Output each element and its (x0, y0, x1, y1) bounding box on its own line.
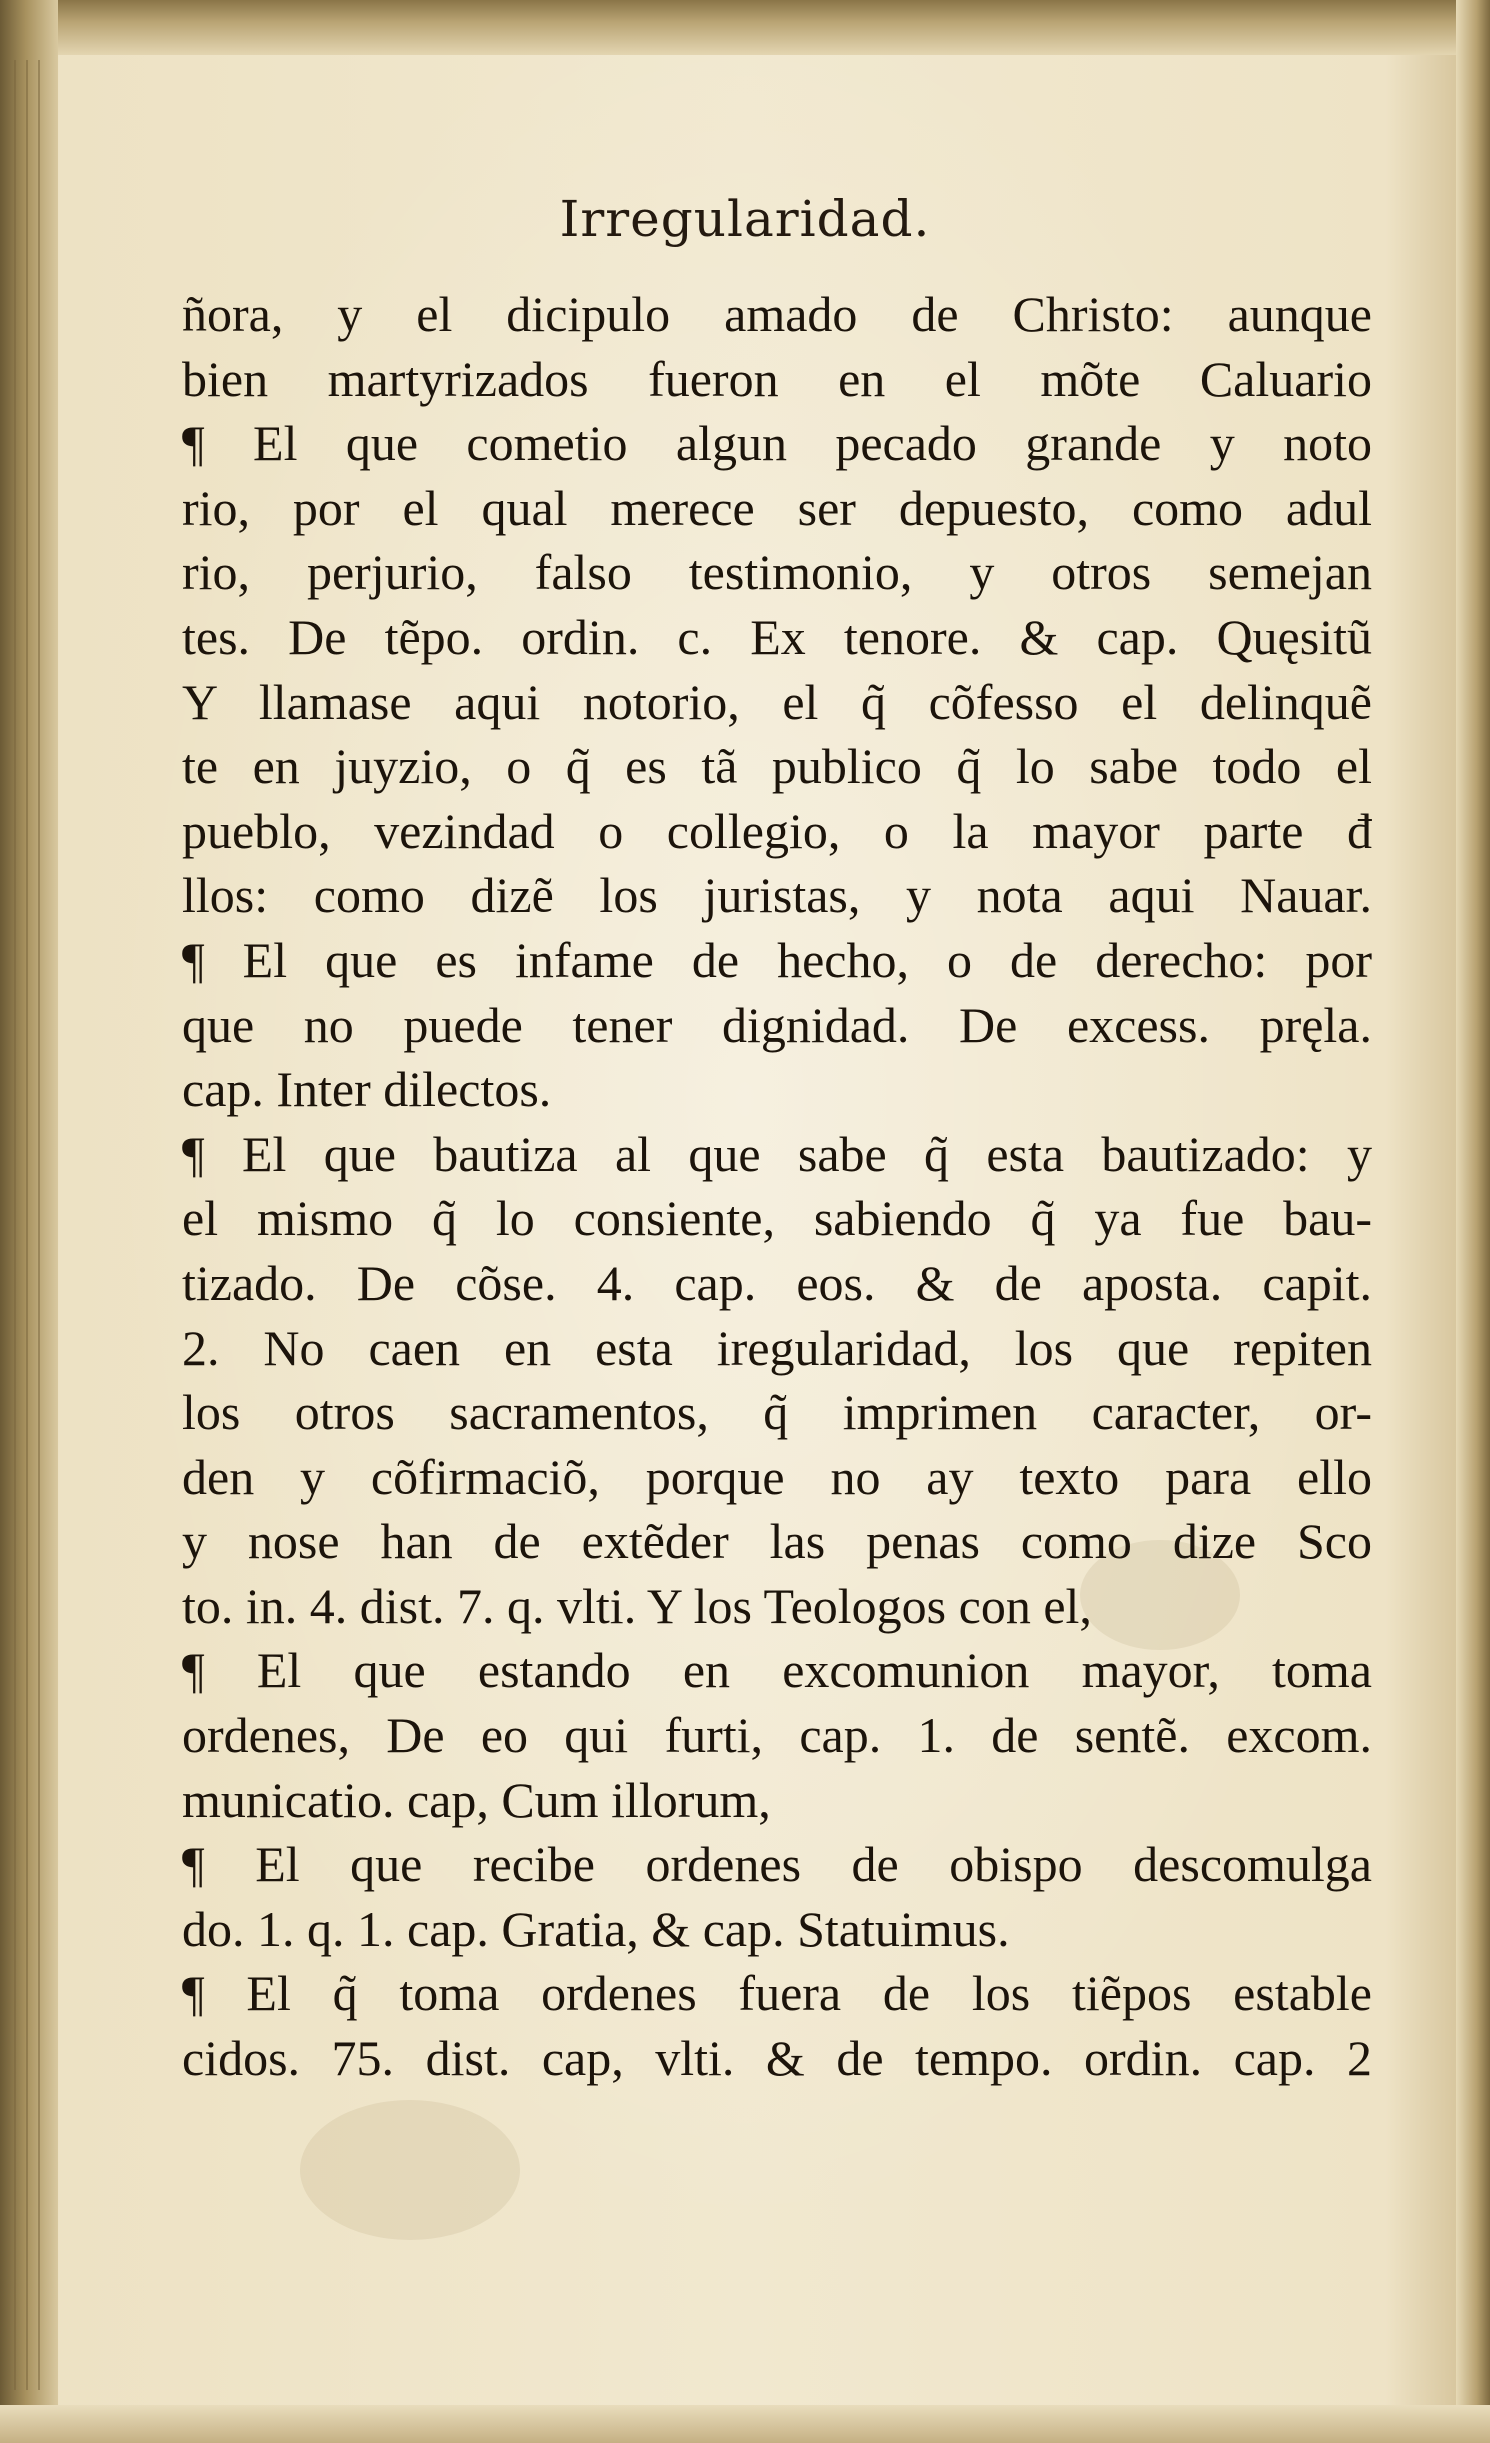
text-line: ¶ El q̃ toma ordenes fuera de los tiẽpos estable (182, 1965, 1372, 2022)
page-top-edge (0, 0, 1490, 55)
text-line: Y llamase aqui notorio, el q̃ cõfesso el delinquẽ (182, 673, 1372, 730)
text-line: ¶ El que es infame de hecho, o de derecho: por (182, 931, 1372, 988)
text-line: tes. De tẽpo. ordin. c. Ex tenore. & cap. Quęsitũ (182, 608, 1372, 665)
paper-stain (300, 2100, 520, 2240)
text-line: ¶ El que estando en excomunion mayor, toma (182, 1642, 1372, 1699)
text-line: cap. Inter dilectos. (182, 1061, 552, 1118)
text-line: pueblo, vezindad o collegio, o la mayor parte đ (182, 802, 1372, 859)
text-line: ¶ El que recibe ordenes de obispo descomulga (182, 1836, 1372, 1893)
text-line: ñora, y el dicipulo amado de Christo: aunque (182, 286, 1372, 342)
text-line: el mismo q̃ lo consiente, sabiendo q̃ ya fue bau- (182, 1190, 1372, 1247)
text-line: do. 1. q. 1. cap. Gratia, & cap. Statuimus. (182, 1900, 1010, 1957)
text-line: cidos. 75. dist. cap, vlti. & de tempo. ordin. cap. 2 (182, 2030, 1372, 2087)
text-line: to. in. 4. dist. 7. q. vlti. Y los Teologos con el, (182, 1577, 1092, 1634)
text-line: rio, perjurio, falso testimonio, y otros semejan (182, 544, 1372, 601)
text-line: bien martyrizados fueron en el mõte Caluario (182, 350, 1372, 407)
text-line: los otros sacramentos, q̃ imprimen caracter, or- (182, 1384, 1372, 1441)
text-line: ordenes, De eo qui furti, cap. 1. de sentẽ. excom. (182, 1707, 1372, 1764)
text-line: 2. No caen en esta iregularidad, los que repiten (182, 1319, 1372, 1376)
page-right-edge (1456, 0, 1490, 2443)
page-leaf-edge (38, 60, 40, 2390)
page-leaf-edge (14, 60, 16, 2390)
text-line: que no puede tener dignidad. De excess. pręla. (182, 996, 1372, 1053)
text-line: llos: como dizẽ los juristas, y nota aqui Nauar. (182, 867, 1372, 924)
body-text (182, 282, 1372, 2091)
text-line: municatio. cap, Cum illorum, (182, 1771, 771, 1828)
text-line: tizado. De cõse. 4. cap. eos. & de aposta. capit. (182, 1254, 1372, 1311)
running-head: Irregularidad. (559, 190, 931, 248)
text-line: y nose han de extẽder las penas como dize Sco (182, 1513, 1372, 1570)
page-leaf-edge (26, 60, 28, 2390)
page-bottom-edge (0, 2405, 1490, 2443)
text-line: rio, por el qual merece ser depuesto, como adul (182, 479, 1372, 536)
text-line: ¶ El que cometio algun pecado grande y noto (182, 415, 1372, 472)
binding-gutter (0, 0, 58, 2443)
text-line: den y cõfirmaciõ, porque no ay texto para ello (182, 1448, 1372, 1505)
text-line: ¶ El que bautiza al que sabe q̃ esta bautizado: y (182, 1125, 1372, 1182)
text-line: te en juyzio, o q̃ es tã publico q̃ lo sabe todo el (182, 738, 1372, 795)
